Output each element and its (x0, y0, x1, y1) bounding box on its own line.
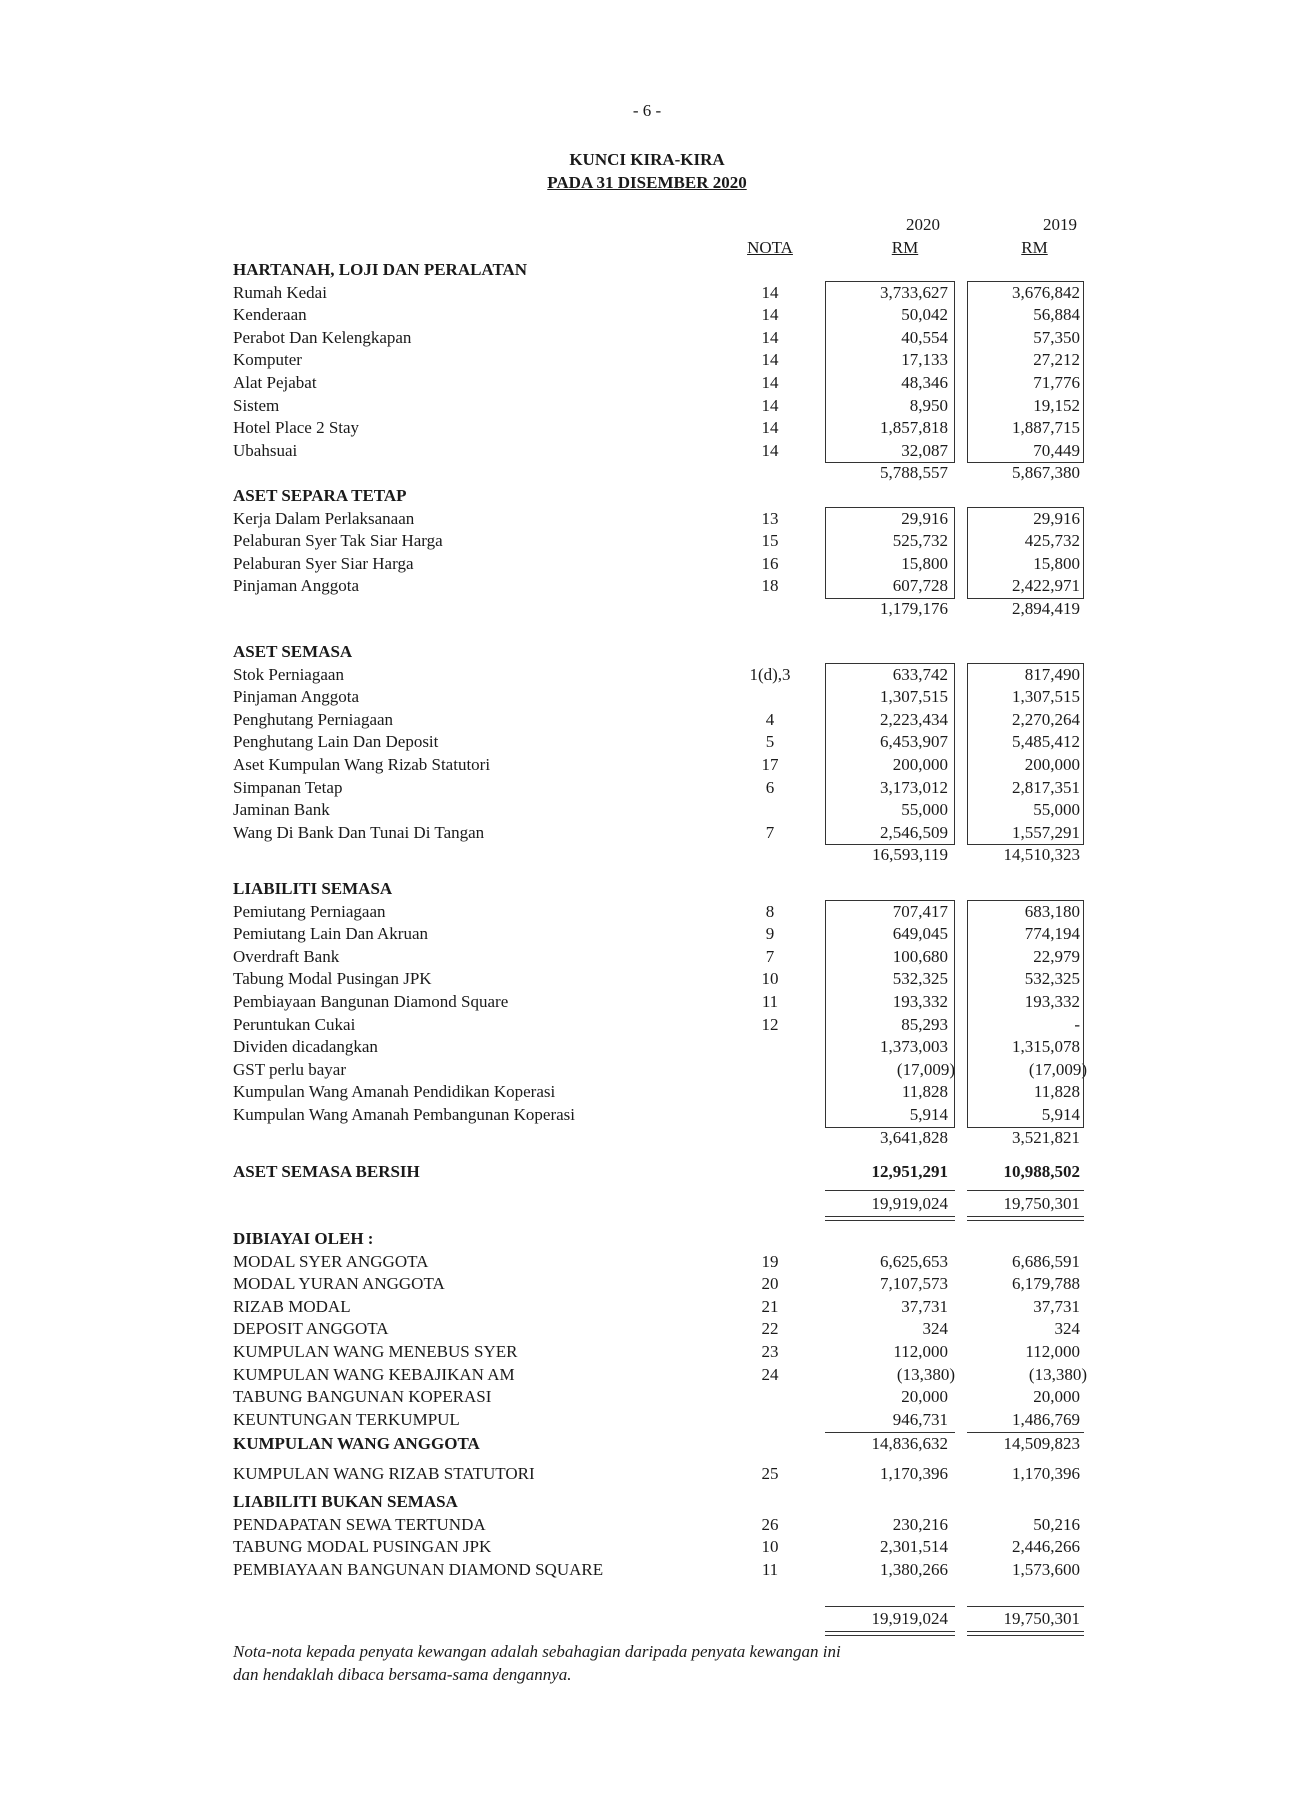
value-2020: 2,546,509 (880, 822, 948, 842)
value-box-2019 (967, 900, 1084, 1128)
value-2020: 112,000 (893, 1342, 948, 1361)
row-nota: 11 (761, 1559, 779, 1579)
value-2020: 8,950 (909, 395, 948, 415)
table-row (0, 1318, 1294, 1340)
row-label: DEPOSIT ANGGOTA (233, 1319, 389, 1339)
value-2020: (13,380) (896, 1364, 955, 1384)
non-current-liabilities-heading (0, 1491, 1294, 1513)
value-2019: 15,800 (1033, 553, 1080, 573)
value-2019: 57,350 (1033, 327, 1080, 347)
row-nota: 17 (761, 755, 779, 774)
value-2019: 1,486,769 (1012, 1409, 1080, 1429)
row-nota: 8 (765, 901, 775, 921)
value-2019: 6,179,788 (1012, 1274, 1080, 1294)
table-row (0, 1409, 1294, 1431)
value-2019: 70,449 (1033, 440, 1080, 460)
row-label: Kumpulan Wang Amanah Pendidikan Koperasi (233, 1082, 556, 1102)
value-2019: 6,686,591 (1012, 1251, 1080, 1271)
current-assets-total (0, 844, 1294, 866)
row-label: TABUNG MODAL PUSINGAN JPK (233, 1537, 492, 1557)
value-2020: 3,641,828 (880, 1127, 948, 1147)
value-2019: 5,867,380 (1012, 463, 1080, 483)
row-nota: 14 (761, 350, 779, 370)
value-2020: 649,045 (892, 924, 948, 944)
value-2019: 19,750,301 (1003, 1609, 1080, 1628)
value-2019: 29,916 (1033, 508, 1080, 528)
table-row (0, 822, 1294, 844)
value-box-2020 (825, 663, 955, 846)
row-label: Jaminan Bank (233, 800, 330, 820)
row-label: Alat Pejabat (233, 373, 317, 392)
value-2020: 1,307,515 (880, 687, 948, 707)
semi-fixed-assets-total (0, 598, 1294, 620)
table-row (0, 1341, 1294, 1363)
single-rule (967, 1606, 1084, 1607)
value-2020: 633,742 (892, 664, 948, 684)
row-nota: 14 (761, 395, 779, 415)
value-2019: - (1074, 1014, 1080, 1034)
row-nota: 16 (761, 553, 779, 573)
row-label: Pemiutang Perniagaan (233, 901, 386, 921)
table-row (0, 440, 1294, 462)
row-label: Kerja Dalam Perlaksanaan (233, 508, 415, 528)
value-2020: 525,732 (892, 531, 948, 551)
value-2020: 29,916 (901, 508, 948, 528)
row-nota: 7 (765, 946, 775, 966)
row-label: Penghutang Lain Dan Deposit (233, 732, 439, 752)
net-current-assets-row (0, 1161, 1294, 1183)
table-row (0, 991, 1294, 1013)
value-2020: 15,800 (901, 553, 948, 573)
row-label: Sistem (233, 395, 280, 415)
value-2020: 3,173,012 (880, 777, 948, 797)
value-2019: 683,180 (1024, 901, 1080, 921)
value-2020: 2,223,434 (880, 709, 948, 729)
value-2019: 27,212 (1033, 350, 1080, 370)
table-row (0, 1104, 1294, 1126)
row-nota: 4 (765, 709, 775, 729)
row-label: Kumpulan Wang Amanah Pembangunan Koperasi (233, 1105, 576, 1124)
value-2020: 1,380,266 (880, 1559, 948, 1579)
value-2020: 32,087 (901, 440, 948, 460)
value-2020: 55,000 (901, 800, 948, 820)
value-2019: 324 (1054, 1319, 1080, 1339)
value-2020: 946,731 (892, 1409, 948, 1429)
table-row (0, 923, 1294, 945)
value-2020: 1,179,176 (880, 599, 948, 618)
value-2019: 20,000 (1033, 1387, 1080, 1407)
row-nota: 9 (765, 924, 775, 944)
row-label: Simpanan Tetap (233, 777, 343, 797)
value-2020: 1,170,396 (880, 1464, 948, 1483)
value-2020: 1,857,818 (880, 418, 948, 438)
value-2019: 1,315,078 (1012, 1037, 1080, 1057)
row-label: Pelaburan Syer Tak Siar Harga (233, 531, 443, 551)
table-row (0, 372, 1294, 394)
col-unit-2019: RM (1021, 238, 1048, 257)
row-label: KUMPULAN WANG ANGGOTA (233, 1434, 480, 1454)
row-nota: 20 (761, 1274, 779, 1294)
row-label: Pembiayaan Bangunan Diamond Square (233, 992, 509, 1011)
page-title: KUNCI KIRA-KIRA (569, 150, 725, 169)
table-row (0, 349, 1294, 371)
section-heading: HARTANAH, LOJI DAN PERALATAN (233, 260, 528, 279)
row-nota: 12 (761, 1014, 779, 1034)
row-nota: 14 (761, 373, 779, 392)
value-box-2020 (825, 507, 955, 599)
table-row (0, 1386, 1294, 1408)
value-2020: 532,325 (892, 969, 948, 989)
value-2019: 1,170,396 (1012, 1464, 1080, 1483)
col-unit-2020: RM (891, 238, 919, 257)
row-nota: 14 (761, 282, 779, 302)
table-row (0, 1514, 1294, 1536)
value-2019: 14,509,823 (1003, 1434, 1080, 1454)
table-row (0, 1251, 1294, 1273)
double-underline (825, 1631, 955, 1636)
value-2019: 11,828 (1033, 1082, 1080, 1102)
table-row (0, 553, 1294, 575)
value-2019: 2,270,264 (1012, 709, 1080, 729)
value-2020: 48,346 (901, 373, 948, 392)
row-label: PENDAPATAN SEWA TERTUNDA (233, 1514, 486, 1534)
value-2019: 22,979 (1033, 946, 1080, 966)
value-2019: (17,009) (1028, 1059, 1087, 1079)
value-2020: 6,625,653 (880, 1251, 948, 1271)
row-nota: 14 (761, 305, 779, 325)
col-year-2020: 2020 (906, 215, 940, 234)
page-subtitle: PADA 31 DISEMBER 2020 (547, 173, 747, 192)
current-liabilities-total (0, 1127, 1294, 1149)
value-2020: 20,000 (901, 1387, 948, 1407)
table-row (0, 1364, 1294, 1386)
table-row (0, 530, 1294, 552)
value-2019: 37,731 (1033, 1296, 1080, 1316)
value-2020: (17,009) (896, 1059, 955, 1079)
row-label: KEUNTUNGAN TERKUMPUL (233, 1409, 460, 1429)
row-nota: 10 (761, 1537, 779, 1557)
value-2019: 19,750,301 (1003, 1194, 1080, 1213)
value-2020: 6,453,907 (880, 732, 948, 752)
row-nota: 14 (761, 440, 779, 460)
value-2020: 200,000 (892, 755, 948, 774)
table-row (0, 799, 1294, 821)
table-row (0, 1536, 1294, 1558)
row-nota: 26 (761, 1514, 779, 1534)
value-2020: 1,373,003 (880, 1037, 948, 1057)
value-2019: 5,485,412 (1012, 732, 1080, 752)
value-2019: 50,216 (1033, 1514, 1080, 1534)
section-heading: DIBIAYAI OLEH : (233, 1229, 374, 1248)
row-nota: 24 (761, 1364, 779, 1384)
footnote (233, 1640, 841, 1686)
single-rule (825, 1190, 955, 1191)
members-fund-total-row (0, 1433, 1294, 1455)
single-rule (825, 1606, 955, 1607)
row-label: ASET SEMASA BERSIH (233, 1162, 420, 1181)
value-2019: 2,817,351 (1012, 777, 1080, 797)
table-row (0, 1559, 1294, 1581)
value-2020: 14,836,632 (871, 1434, 948, 1454)
row-label: KUMPULAN WANG MENEBUS SYER (233, 1342, 518, 1361)
footnote-line-2: dan hendaklah dibaca bersama-sama dengannya. (233, 1665, 572, 1684)
value-2020: 17,133 (901, 350, 948, 370)
value-2019: 532,325 (1024, 969, 1080, 989)
value-2019: 193,332 (1024, 992, 1080, 1011)
row-label: Dividen dicadangkan (233, 1037, 378, 1057)
row-label: Pinjaman Anggota (233, 687, 360, 707)
table-row (0, 575, 1294, 597)
row-label: PEMBIAYAAN BANGUNAN DIAMOND SQUARE (233, 1559, 604, 1579)
table-row (0, 1059, 1294, 1081)
row-nota: 19 (761, 1251, 779, 1271)
value-2020: 16,593,119 (872, 845, 948, 865)
value-2019: 2,894,419 (1012, 599, 1080, 618)
page-number: - 6 - (632, 101, 662, 120)
row-label: Penghutang Perniagaan (233, 709, 394, 729)
row-nota: 14 (761, 418, 779, 438)
value-2019: 1,307,515 (1012, 687, 1080, 707)
table-row (0, 1273, 1294, 1295)
row-nota: 6 (765, 777, 775, 797)
row-nota: 7 (765, 822, 775, 842)
row-label: Overdraft Bank (233, 946, 340, 966)
table-row (0, 508, 1294, 530)
row-nota: 11 (761, 992, 779, 1011)
value-2019: 71,776 (1033, 373, 1080, 392)
value-2019: 200,000 (1024, 755, 1080, 774)
row-nota: 14 (761, 327, 779, 347)
table-row (0, 731, 1294, 753)
value-2020: 37,731 (901, 1296, 948, 1316)
value-2019: 1,887,715 (1012, 418, 1080, 438)
table-row (0, 709, 1294, 731)
section-heading: LIABILITI BUKAN SEMASA (233, 1492, 458, 1511)
table-row (0, 946, 1294, 968)
grand-total-financing-row (0, 1608, 1294, 1630)
value-2020: 5,914 (909, 1105, 948, 1124)
financed-by-heading (0, 1228, 1294, 1250)
value-2019: 817,490 (1024, 664, 1080, 684)
row-nota: 13 (761, 508, 779, 528)
value-2020: 324 (922, 1319, 948, 1339)
row-nota: 5 (765, 732, 775, 752)
value-box-2019 (967, 663, 1084, 846)
row-nota: 23 (761, 1342, 779, 1361)
value-2020: 193,332 (892, 992, 948, 1011)
value-2020: 5,788,557 (880, 463, 948, 483)
grand-total-assets-row (0, 1193, 1294, 1215)
ppe-total (0, 462, 1294, 484)
row-label: Stok Perniagaan (233, 664, 344, 684)
table-row (0, 304, 1294, 326)
value-2020: 19,919,024 (871, 1609, 948, 1628)
row-label: TABUNG BANGUNAN KOPERASI (233, 1387, 492, 1407)
value-2019: 1,557,291 (1012, 822, 1080, 842)
row-nota: 22 (761, 1319, 779, 1339)
value-2019: 5,914 (1041, 1105, 1080, 1124)
row-label: Aset Kumpulan Wang Rizab Statutori (233, 755, 491, 774)
table-row (0, 327, 1294, 349)
value-2019: 3,676,842 (1012, 282, 1080, 302)
value-2019: 2,446,266 (1012, 1537, 1080, 1557)
row-label: Wang Di Bank Dan Tunai Di Tangan (233, 822, 485, 842)
ppe-heading (0, 259, 1294, 281)
col-nota-header: NOTA (747, 238, 793, 257)
row-nota: 21 (761, 1296, 779, 1316)
table-row (0, 395, 1294, 417)
value-2019: 2,422,971 (1012, 576, 1080, 596)
value-box-2019 (967, 281, 1084, 464)
double-underline (967, 1216, 1084, 1221)
statutory-reserve-row (0, 1463, 1294, 1485)
value-2019: 112,000 (1025, 1342, 1080, 1361)
value-2020: 2,301,514 (880, 1537, 948, 1557)
semi-fixed-assets-heading (0, 485, 1294, 507)
table-row (0, 968, 1294, 990)
value-2020: 50,042 (901, 305, 948, 325)
value-box-2020 (825, 281, 955, 464)
value-2020: 12,951,291 (871, 1162, 948, 1181)
value-2020: 230,216 (892, 1514, 948, 1534)
row-label: Komputer (233, 350, 302, 370)
row-nota: 1(d),3 (749, 664, 791, 684)
single-rule (967, 1190, 1084, 1191)
row-label: GST perlu bayar (233, 1059, 346, 1079)
table-row (0, 1036, 1294, 1058)
double-underline (967, 1631, 1084, 1636)
row-label: KUMPULAN WANG KEBAJIKAN AM (233, 1364, 515, 1384)
value-2019: 3,521,821 (1012, 1127, 1080, 1147)
value-2019: 10,988,502 (1003, 1162, 1080, 1181)
table-row (0, 686, 1294, 708)
value-2019: 14,510,323 (1003, 845, 1080, 865)
row-label: Pelaburan Syer Siar Harga (233, 553, 414, 573)
row-nota: 15 (761, 531, 779, 551)
value-2020: 707,417 (892, 901, 948, 921)
row-label: RIZAB MODAL (233, 1296, 351, 1316)
value-2020: 40,554 (901, 327, 948, 347)
row-label: Hotel Place 2 Stay (233, 418, 360, 438)
row-label: Perabot Dan Kelengkapan (233, 327, 412, 347)
current-liabilities-heading (0, 878, 1294, 900)
value-2020: 85,293 (901, 1014, 948, 1034)
section-heading: ASET SEPARA TETAP (233, 486, 407, 505)
value-2019: 425,732 (1024, 531, 1080, 551)
value-box-2019 (967, 507, 1084, 599)
value-box-2020 (825, 900, 955, 1128)
row-nota: 18 (761, 576, 779, 596)
value-2019: 56,884 (1033, 305, 1080, 325)
row-label: Tabung Modal Pusingan JPK (233, 969, 432, 989)
row-label: Pinjaman Anggota (233, 576, 360, 596)
row-label: Peruntukan Cukai (233, 1014, 356, 1034)
table-row (0, 901, 1294, 923)
table-row (0, 1014, 1294, 1036)
value-2019: 774,194 (1024, 924, 1080, 944)
row-label: KUMPULAN WANG RIZAB STATUTORI (233, 1464, 535, 1483)
table-row (0, 1296, 1294, 1318)
row-label: MODAL SYER ANGGOTA (233, 1251, 429, 1271)
row-label: Ubahsuai (233, 440, 298, 460)
row-label: Pemiutang Lain Dan Akruan (233, 924, 428, 944)
value-2020: 3,733,627 (880, 282, 948, 302)
section-heading: LIABILITI SEMASA (233, 879, 393, 898)
double-underline (825, 1216, 955, 1221)
value-2020: 19,919,024 (871, 1194, 948, 1213)
table-row (0, 664, 1294, 686)
col-year-2019: 2019 (1043, 215, 1077, 234)
value-2019: 55,000 (1033, 800, 1080, 820)
value-2020: 7,107,573 (880, 1274, 948, 1294)
row-label: Rumah Kedai (233, 282, 327, 302)
section-heading: ASET SEMASA (233, 642, 353, 661)
value-2020: 607,728 (892, 576, 948, 596)
footnote-line-1: Nota-nota kepada penyata kewangan adalah sebahagian daripada penyata kewangan ini (233, 1642, 841, 1661)
row-nota: 25 (761, 1464, 779, 1483)
table-row (0, 754, 1294, 776)
value-2019: 19,152 (1033, 395, 1080, 415)
value-2020: 100,680 (892, 946, 948, 966)
row-label: Kenderaan (233, 305, 307, 325)
value-2019: (13,380) (1028, 1364, 1087, 1384)
value-2020: 11,828 (901, 1082, 948, 1102)
table-row (0, 777, 1294, 799)
table-row (0, 282, 1294, 304)
table-row (0, 417, 1294, 439)
table-row (0, 1081, 1294, 1103)
value-2019: 1,573,600 (1012, 1559, 1080, 1579)
current-assets-heading (0, 641, 1294, 663)
row-nota: 10 (761, 969, 779, 989)
row-label: MODAL YURAN ANGGOTA (233, 1274, 445, 1294)
